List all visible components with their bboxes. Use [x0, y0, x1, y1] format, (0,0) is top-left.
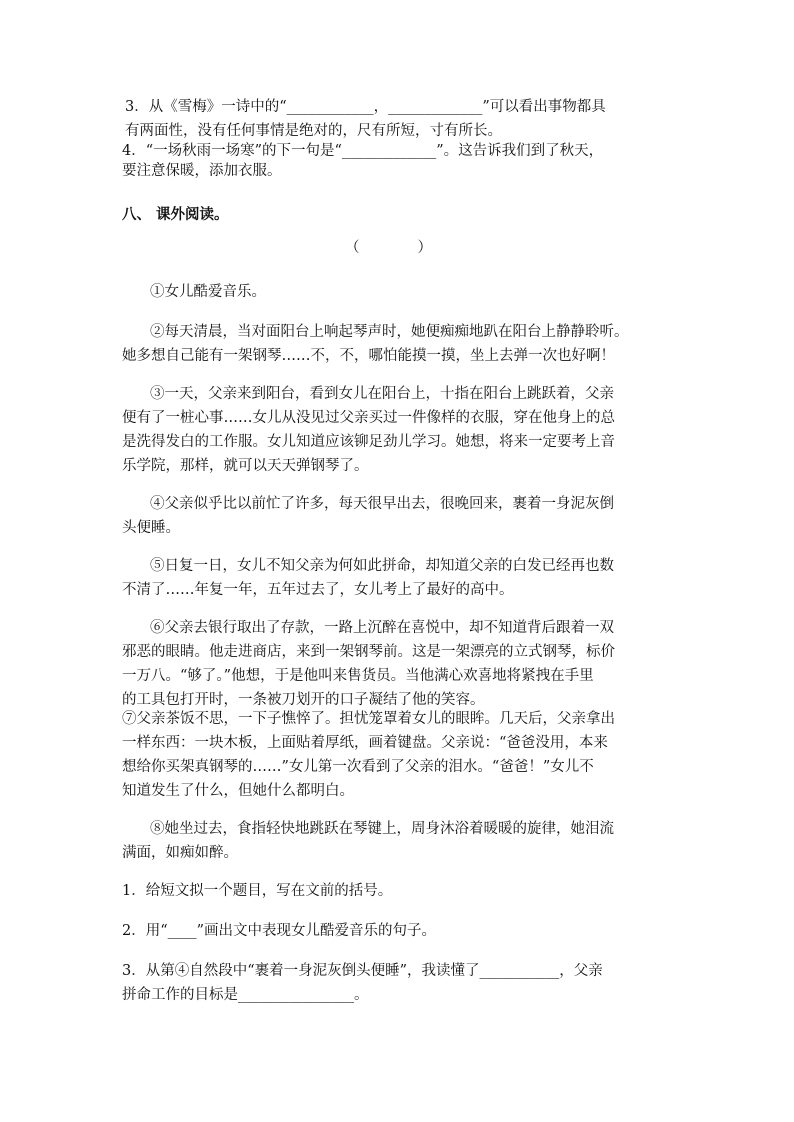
- section-heading: 八、 课外阅读。: [122, 206, 229, 223]
- paragraph-7-line-3: 想给你买架真钢琴的……”女儿第一次看到了父亲的泪水。“爸爸！”女儿不: [122, 759, 594, 775]
- paragraph-1-line-1: ①女儿酷爱音乐。: [150, 284, 266, 300]
- paragraph-5-line-1: ⑤日复一日，女儿不知父亲为何如此拼命，却知道父亲的白发已经再也数: [150, 558, 614, 574]
- reading-question-3-line-1: 3．从第④自然段中“裹着一身泥灰倒头便睡”，我读懂了___________，父亲: [122, 963, 603, 979]
- question-4-line-2: 要注意保暖，添加衣服。: [122, 163, 282, 179]
- reading-question-2: 2．用“____”画出文中表现女儿酷爱音乐的句子。: [122, 923, 437, 939]
- paragraph-3-line-2: 便有了一桩心事……女儿从没见过父亲买过一件像样的衣服，穿在他身上的总: [122, 410, 615, 426]
- question-3-line-1: 3．从《雪梅》一诗中的“____________，_____________”可以看出事物都具: [125, 99, 606, 115]
- question-4-line-1: 4．“一场秋雨一场寒”的下一句是“_____________”。这告诉我们到了秋天，: [122, 143, 604, 159]
- question-3-line-2: 有两面性，没有任何事情是绝对的，尺有所短，寸有所长。: [125, 123, 502, 139]
- paragraph-3-line-1: ③一天，父亲来到阳台，看到女儿在阳台上，十指在阳台上跳跃着，父亲: [150, 386, 614, 402]
- paragraph-8-line-1: ⑧她坐过去，食指轻快地跳跃在琴键上，周身沐浴着暖暖的旋律，她泪流: [150, 821, 614, 837]
- paragraph-7-line-4: 知道发生了什么，但她什么都明白。: [122, 783, 354, 799]
- paragraph-8-line-2: 满面，如痴如醉。: [122, 845, 238, 861]
- paragraph-6-line-3: 一万八。“够了。”他想，于是他叫来售货员。当他满心欢喜地将紧拽在手里: [122, 668, 594, 684]
- passage-title-blank: （ ）: [345, 240, 432, 256]
- paragraph-5-line-2: 不清了……年复一年，五年过去了，女儿考上了最好的高中。: [122, 582, 514, 598]
- paragraph-4-line-1: ④父亲似乎比以前忙了许多，每天很早出去，很晚回来，裹着一身泥灰倒: [150, 496, 614, 512]
- paragraph-4-line-2: 头便睡。: [122, 520, 180, 536]
- paragraph-6-line-2: 邪恶的眼睛。他走进商店，来到一架钢琴前。这是一架漂亮的立式钢琴，标价: [122, 644, 615, 660]
- paragraph-3-line-4: 乐学院，那样，就可以天天弹钢琴了。: [122, 458, 369, 474]
- paragraph-2-line-2: 她多想自己能有一架钢琴……不，不，哪怕能摸一摸，坐上去弹一次也好啊！: [122, 348, 615, 364]
- reading-question-1: 1．给短文拟一个题目，写在文前的括号。: [122, 883, 393, 899]
- reading-question-3-line-2: 拼命工作的目标是________________。: [122, 987, 369, 1003]
- paragraph-6-line-1: ⑥父亲去银行取出了存款，一路上沉醉在喜悦中，却不知道背后跟着一双: [150, 620, 614, 636]
- paragraph-7-line-2: 一样东西：一块木板，上面贴着厚纸，画着键盘。父亲说：“爸爸没用，本来: [122, 735, 608, 751]
- paragraph-7-line-1: ⑦父亲茶饭不思，一下子憔悴了。担忧笼罩着女儿的眼眸。几天后，父亲拿出: [122, 711, 615, 727]
- paragraph-3-line-3: 是洗得发白的工作服。女儿知道应该铆足劲儿学习。她想，将来一定要考上音: [122, 434, 615, 450]
- paragraph-2-line-1: ②每天清晨，当对面阳台上响起琴声时，她便痴痴地趴在阳台上静静聆听。: [150, 324, 629, 340]
- paragraph-6-line-4: 的工具包打开时，一条被刀划开的口子凝结了他的笑容。: [122, 692, 485, 708]
